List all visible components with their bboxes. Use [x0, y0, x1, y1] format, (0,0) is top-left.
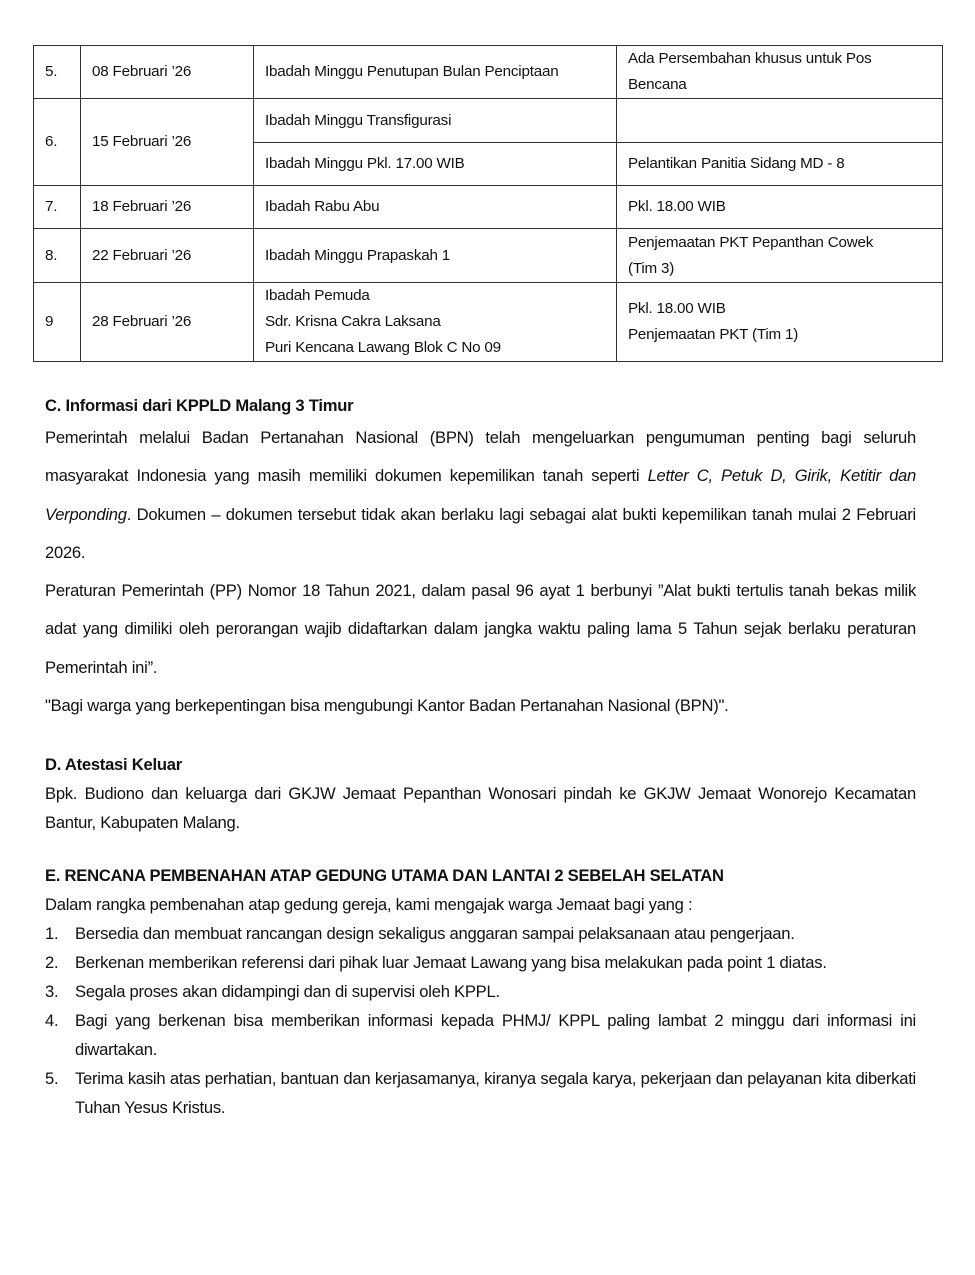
list-number: 5. [45, 1069, 59, 1088]
section-c-paragraph-1 [45, 419, 916, 572]
event-note-line: Penjemaatan PKT (Tim 1) [628, 326, 799, 343]
list-number: 3. [45, 982, 59, 1001]
section-c-heading: C. Informasi dari KPPLD Malang 3 Timur [45, 396, 354, 415]
list-number: 1. [45, 924, 59, 943]
event-note-line: Ada Persembahan khusus untuk Pos [628, 50, 872, 67]
list-text: Bersedia dan membuat rancangan design sekaligus anggaran sampai pelaksanaan atau pengerjaan. [75, 924, 795, 943]
section-c-paragraph-2: Peraturan Pemerintah (PP) Nomor 18 Tahun 2021, dalam pasal 96 ayat 1 berbunyi ”Alat bukti tertulis tanah bekas milik adat yang dimiliki oleh perorangan wajib didaftarkan dalam jangka waktu paling lama 5 Tahun sejak berlaku peraturan Pemerintah ini”. [45, 581, 916, 677]
event-note [617, 46, 943, 99]
row-date: 28 Februari ’26 [81, 283, 254, 362]
section-e-intro: Dalam rangka pembenahan atap gedung gereja, kami mengajak warga Jemaat bagi yang : [45, 895, 693, 914]
row-number: 8. [34, 229, 81, 283]
list-item [45, 1064, 916, 1122]
table-row [34, 99, 943, 143]
list-item [45, 948, 916, 977]
paragraph-text: Pemerintah melalui Badan Pertanahan Nasional (BPN) telah mengeluarkan pengumuman penting bagi seluruh masyarakat Indonesia yang masih memiliki dokumen kepemilikan tanah seperti [45, 428, 916, 486]
event-title [254, 186, 617, 229]
event-note-line: Penjemaatan PKT Pepanthan Cowek [628, 233, 874, 251]
event-note [617, 283, 943, 362]
section-d-atestasi [45, 750, 916, 837]
paragraph-text: . Dokumen – dokumen tersebut tidak akan berlaku lagi sebagai alat bukti kepemilikan tanah mulai 2 Februari 2026. [45, 504, 916, 562]
event-title [254, 99, 617, 143]
event-note [617, 99, 943, 143]
list-text: Segala proses akan didampingi dan di supervisi oleh KPPL. [75, 982, 500, 1001]
event-title [254, 46, 617, 99]
event-note-line: Pkl. 18.00 WIB [628, 300, 726, 317]
row-number: 5. [34, 46, 81, 99]
list-text: Berkenan memberikan referensi dari pihak luar Jemaat Lawang yang bisa melakukan pada point 1 diatas. [75, 953, 827, 972]
list-text: Terima kasih atas perhatian, bantuan dan kerjasamanya, kiranya segala karya, pekerjaan dan pelayanan kita diberkati Tuhan Yesus Kristus. [75, 1069, 916, 1117]
section-e-heading: E. RENCANA PEMBENAHAN ATAP GEDUNG UTAMA DAN LANTAI 2 SEBELAH SELATAN [45, 866, 724, 885]
event-title-line: Ibadah Pemuda [265, 287, 370, 304]
section-c-paragraph-3: "Bagi warga yang berkepentingan bisa mengubungi Kantor Badan Pertanahan Nasional (BPN)". [45, 696, 729, 716]
plan-list [45, 919, 916, 1122]
section-e-renovation-plan [45, 861, 916, 1122]
row-date: 15 Februari ’26 [81, 99, 254, 186]
event-title-line: Ibadah Minggu Pkl. 17.00 WIB [265, 155, 465, 172]
row-number: 6. [34, 99, 81, 186]
event-title [254, 143, 617, 186]
list-item [45, 1006, 916, 1064]
section-d-heading: D. Atestasi Keluar [45, 755, 182, 774]
schedule-table [33, 45, 943, 362]
event-note-line: Bencana [628, 76, 687, 93]
list-number: 2. [45, 953, 59, 972]
event-title-line: Ibadah Minggu Penutupan Bulan Penciptaan [265, 63, 559, 80]
event-note [617, 229, 943, 283]
list-item [45, 977, 916, 1006]
table-row [34, 229, 943, 283]
list-item [45, 919, 916, 948]
event-note [617, 186, 943, 229]
row-date: 18 Februari ’26 [81, 186, 254, 229]
event-note-line: (Tim 3) [628, 259, 675, 277]
table-row [34, 46, 943, 99]
event-title-line: Sdr. Krisna Cakra Laksana [265, 313, 441, 330]
event-title [254, 229, 617, 283]
row-number: 9 [34, 283, 81, 362]
list-number: 4. [45, 1011, 59, 1030]
event-title-line: Puri Kencana Lawang Blok C No 09 [265, 339, 501, 356]
row-number: 7. [34, 186, 81, 229]
list-text: Bagi yang berkenan bisa memberikan informasi kepada PHMJ/ KPPL paling lambat 2 minggu dari informasi ini diwartakan. [75, 1011, 916, 1059]
event-note-line: Pelantikan Panitia Sidang MD - 8 [628, 155, 845, 172]
event-note-line: Pkl. 18.00 WIB [628, 198, 726, 215]
row-date: 22 Februari ’26 [81, 229, 254, 283]
event-title [254, 283, 617, 362]
table-row [34, 283, 943, 362]
event-title-line: Ibadah Rabu Abu [265, 198, 380, 215]
table-row [34, 186, 943, 229]
row-date: 08 Februari ’26 [81, 46, 254, 99]
section-d-body: Bpk. Budiono dan keluarga dari GKJW Jemaat Pepanthan Wonosari pindah ke GKJW Jemaat Wonorejo Kecamatan Bantur, Kabupaten Malang. [45, 784, 916, 832]
event-note [617, 143, 943, 186]
event-title-line: Ibadah Minggu Prapaskah 1 [265, 246, 450, 264]
document-types-italic: Letter C, Petuk D, Girik, Ketitir dan Verponding [45, 466, 917, 524]
event-title-line: Ibadah Minggu Transfigurasi [265, 111, 452, 129]
section-c-kppld-info [45, 393, 916, 725]
